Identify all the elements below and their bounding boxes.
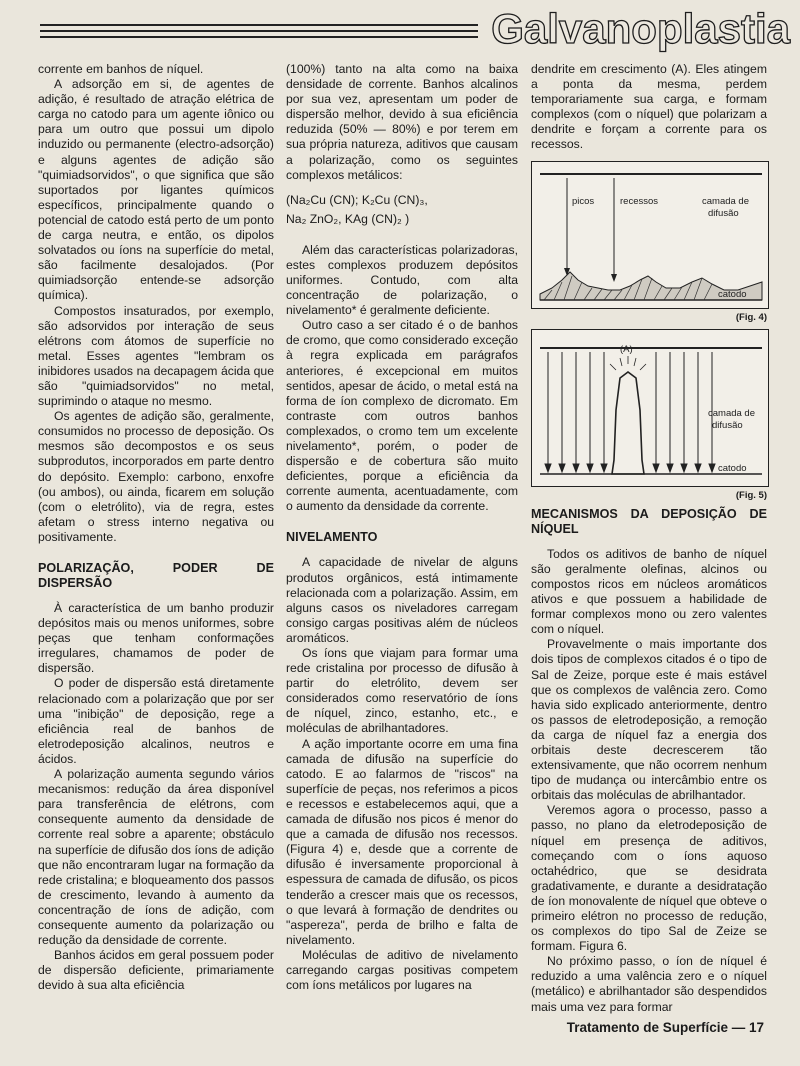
figure-4-diagram [532,162,768,308]
column-2 [286,62,518,993]
label-camada: camada de [702,195,750,207]
paragraph: Moléculas de aditivo de nivelamento carregando cargas positivas competem com íons metálicos por lugares na [286,947,518,993]
column-1 [38,62,274,993]
formula-line: (Na₂Cu (CN); K₂Cu (CN)₃, [286,192,428,207]
label-recessos: recessos [620,195,659,207]
figure-5-diagram [532,330,768,486]
paragraph: No próximo passo, o íon de níquel é reduzido a uma valência zero e o níquel (metálico) e abrilhantador são despendidos mais uma vez para formar [531,954,767,1014]
paragraph: O poder de dispersão está diretamente relacionado com a polarização que por ser uma "inibição" de deposição, rege a eficiência real de banhos de eletrodeposição alcalinos, neutros e ácidos. [38,676,274,766]
paragraph: A capacidade de nivelar de alguns produtos orgânicos, está intimamente relacionada com a polarização. Assim, em alguns casos os niveladores carregam consigo cargas positivas além de núcleos aromáticos. [286,555,518,645]
figure-4-caption: (Fig. 4) [735,311,767,323]
label-picos: picos [572,195,595,207]
figure-5-caption: (Fig. 5) [735,489,767,501]
heading-mecanismos: MECANISMOS DA DEPOSIÇÃO DE NÍQUEL [531,506,767,536]
label-difusao: difusão [712,419,743,431]
figure-5 [531,329,769,487]
heading-nivelamento: NIVELAMENTO [286,530,378,545]
heading-polarizacao: POLARIZAÇÃO, PODER DE DISPERSÃO [38,561,274,590]
paragraph: A polarização aumenta segundo vários mecanismos: redução da área disponível para transferência de elétrons, com consequente aumento da densidade de corrente real sobre a aparente; obstáculo na superfície de difusão dos íons de adição que não encontraram lugar na formação da rede cristalina; e bloqueamento dos passos de crescimento, levando à aumento da concentração de íons de adição, com consequente aumento da polarização ou redução da densidade de corrente. [38,767,274,948]
header-rule [40,24,478,42]
paragraph: A adsorção em si, de agentes de adição, é resultado de atração elétrica de carga no catodo para um agente iônico ou para um outro que possui um dipolo induzido ou permanente (electro-adsorção) e alguns agentes de adição são "quimiadsorvidos", o que significa que são suportados por ligantes químicos específicos, principalmente quando o potencial de catodo está perto de um ponto de carga neutra, e então, os dipolos solvatados ou íons na superfície do metal, são facilmente desalojados. (Por quimiadsorção entende-se adsorção química). [38,77,274,303]
section-title: Galvanoplastia [491,5,790,52]
paragraph: Os íons que viajam para formar uma rede cristalina por processo de difusão à partir do eletrólito, devem ser considerados como reservatório de íons de níquel, zinco, estanho, etc., e moléculas de abrilhantadores. [286,646,518,736]
paragraph: corrente em banhos de níquel. [38,62,204,76]
label-a: (A) [620,343,633,355]
paragraph: À característica de um banho produzir depósitos mais ou menos uniformes, sobre peças que tenham conformações irregulares, chamamos de poder de dispersão. [38,601,274,676]
paragraph: dendrite em crescimento (A). Eles atingem a ponta da mesma, perdem temporariamente sua carga, e formam complexos (com o níquel) que polarizam a dendrite e forçam a corrente para os recessos. [531,62,767,152]
paragraph: Outro caso a ser citado é o de banhos de cromo, que como considerado exceção à regra explicada em parágrafos anteriores, é excepcional em muitos sentidos, apesar de ácido, o metal está na forma de íon complexo de dicromato. Em contraste com outros banhos complexados, o cromo tem um excelente nivelamento*, porém, o poder de dispersão e de cobertura são muito deficientes, porque a eficiência da corrente aumenta, acentuadamente, com o aumento da densidade da corrente. [286,318,518,514]
page-footer: Tratamento de Superfície — 17 [566,1020,764,1035]
paragraph: Veremos agora o processo, passo a passo, no plano da eletrodeposição de níquel em presença de aditivos, começando com o íons aquoso octahédrico, que se desidrata gradativamente, e durante a desidratação de íon monovalente de níquel que obteve o primeiro elétron no processo de redução, os complexos do tipo Sal de Zeize se formam. Figura 6. [531,803,767,954]
label-difusao: difusão [708,207,739,219]
paragraph: (100%) tanto na alta como na baixa densidade de corrente. Banhos alcalinos por sua vez, apresentam um poder de dispersão melhor, devido à sua eficiência reduzida (50% — 80%) e por terem em sua própria natureza, aditivos que causam a polarização, como os seguintes complexos metálicos: [286,62,518,182]
column-3 [531,62,767,1015]
label-catodo: catodo [718,462,747,474]
chemical-formula [286,191,518,229]
label-catodo: catodo [718,288,747,300]
paragraph: Compostos insaturados, por exemplo, são adsorvidos por interação de seus elétrons com átomos de superfície no metal. Esses agentes "lembram os inibidores usados na decapagem ácida que são "quimiadsorvidos" no metal, suprimindo o ataque no mesmo. [38,303,274,409]
paragraph: Além das características polarizadoras, estes complexos produzem depósitos uniformes. Contudo, com alta concentração de polarização, o nivelamento* é geralmente deficiente. [286,242,518,318]
paragraph: A ação importante ocorre em uma fina camada de difusão na superfície do catodo. E ao falarmos de "riscos" na superfície de peças, nos referimos a picos e recessos e estabelecemos aqui, que a camada de difusão nos picos é menor do que a camada de difusão nos recessos. (Figura 4) e, desde que a corrente de difusão é inversamente proporcional à espessura de camada de difusão, os picos tenderão a crescer mais que os recessos, o que levará à formação de dendrites ou "aspereza", perda de brilho e falta de nivelamento. [286,736,518,947]
paragraph: Provavelmente o mais importante dos dois tipos de complexos citados é o tipo de Sal de Zeize, porque este é mais estável que os complexos de valência zero. Como havia sido explicado anteriormente, dentro os passos de eletrodeposição, a remoção da carga de níquel faz a energia dos orbitais deste decrescerem tão extensivamente, que não ocorrem nenhum tipo de mudança ou intercâmbio entre os orbitais das moléculas de abrilhantador. [531,637,767,803]
paragraph: Os agentes de adição são, geralmente, consumidos no processo de deposição. Os mesmos são decompostos e os seus subprodutos, incorporados em parte dentro do depósito. Exemplo: carbono, enxofre (ou ambos), ou ainda, ficarem em solução (com o eletrólito), via de regra, estes afetam o stress interno negativa ou positivamente. [38,409,274,544]
figure-4 [531,161,769,309]
label-camada: camada de [708,407,756,419]
formula-line: Na₂ ZnO₂, KAg (CN)₂ ) [286,211,410,226]
paragraph: Todos os aditivos de banho de níquel são geralmente olefinas, alcinos ou compostos ricos em núcleos aromáticos ativos e que possuem a habilidade de formar complexos mono ou zero valentes com o níquel. [531,546,767,637]
paragraph: Banhos ácidos em geral possuem poder de dispersão deficiente, primariamente devido à sua alta eficiência [38,948,274,993]
